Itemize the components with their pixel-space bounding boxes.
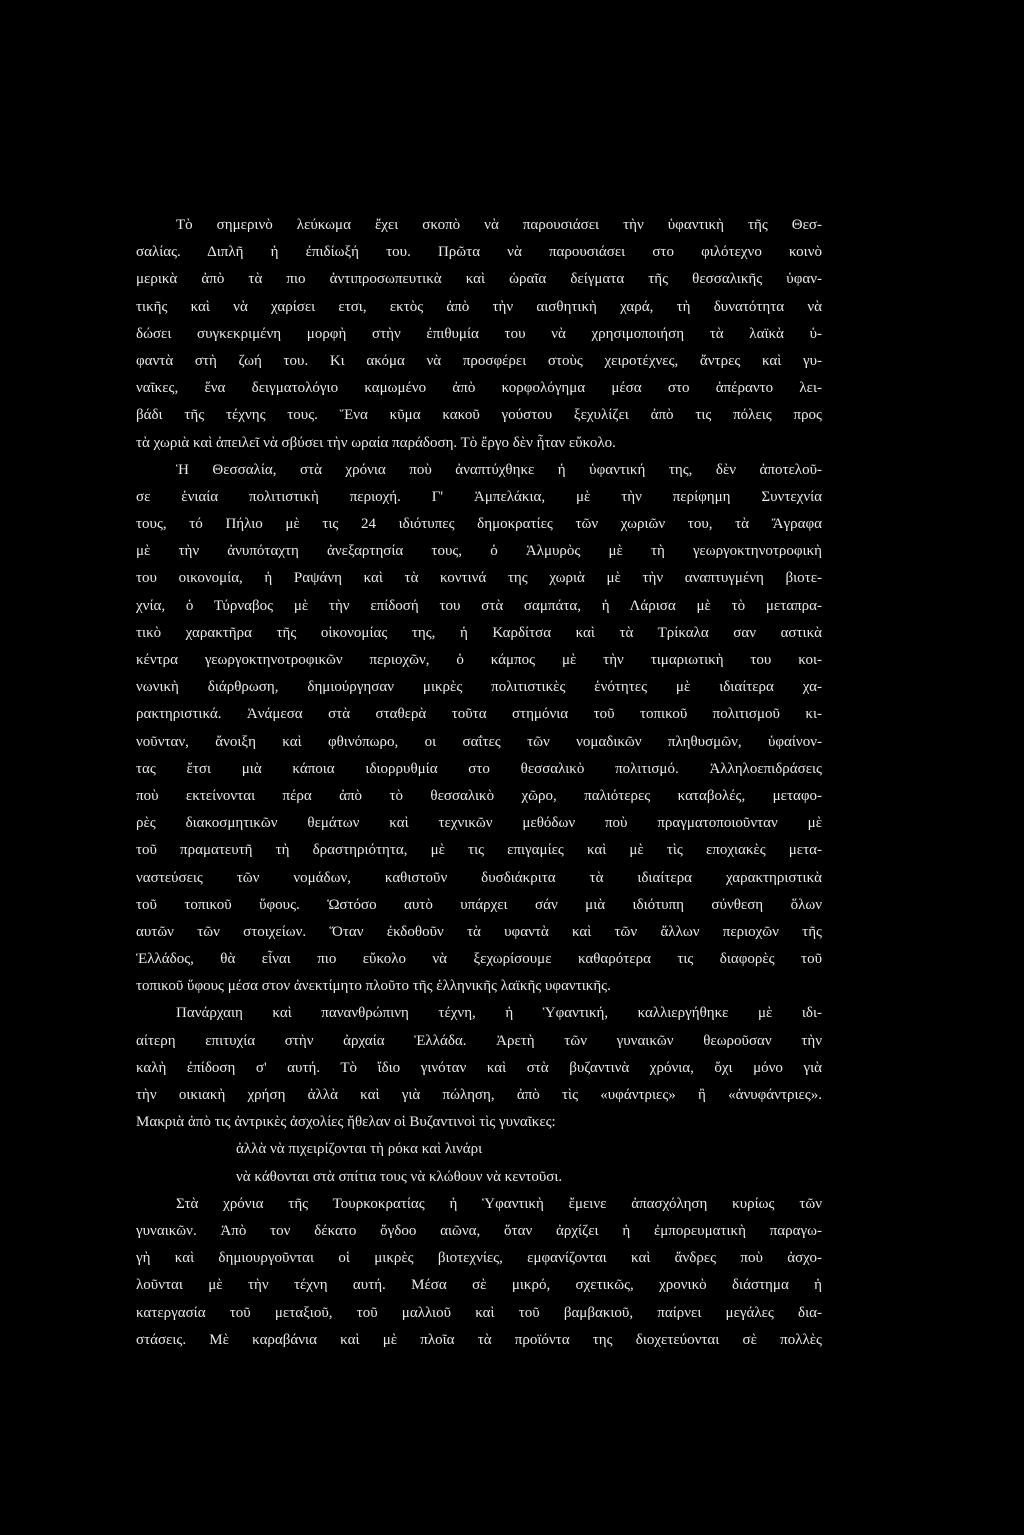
text-line: ρὲς διακοσμητικῶν θεμάτων καὶ τεχνικῶν μεθόδων ποὺ πραγματοποιοῦνταν μὲ <box>136 815 822 832</box>
text-line: ρακτηριστικά. Ἀνάμεσα στὰ σταθερὰ τοῦτα στημόνια τοῦ τοπικοῦ πολιτισμοῦ κι- <box>136 706 822 723</box>
text-line: μερικὰ ἀπὸ τὰ πιο ἀντιπροσωπευτικὰ καὶ ὡραῖα δείγματα τῆς θεσσαλικῆς ὑφαν- <box>136 271 822 288</box>
text-line: Μακριὰ ἀπὸ τις ἀντρικὲς ἀσχολίες ἤθελαν οἱ Βυζαντινοὶ τὶς γυναῖκες: <box>136 1114 556 1131</box>
text-line: τὰ χωριὰ καὶ ἀπειλεῖ νὰ σβύσει τὴν ωραία παράδοση. Τὸ ἔργο δὲν ἦταν εὔκολο. <box>136 434 616 451</box>
text-line: μὲ τὴν ἀνυπόταχτη ἀνεξαρτησία τους, ὁ Ἁλμυρὸς μὲ τὴ γεωργοκτηνοτροφικὴ <box>136 543 822 560</box>
text-line: τικὸ χαρακτῆρα τῆς οἰκονομίας της, ἡ Καρδίτσα καὶ τὰ Τρίκαλα σαν αστικὰ <box>136 624 822 641</box>
text-line: κέντρα γεωργοκτηνοτροφικῶν περιοχῶν, ὁ κάμπος μὲ τὴν τιμαριωτικὴ του κοι- <box>136 652 822 668</box>
text-line: τοῦ πραματευτῆ τὴ δραστηριότητα, μὲ τις επιγαμίες καὶ μὲ τὶς εποχιακὲς μετα- <box>136 842 822 859</box>
text-line: σε ἑνιαία πολιτιστικὴ περιοχή. Γ' Ἀμπελάκια, μὲ τὴν περίφημη Συντεχνία <box>136 488 822 505</box>
text-line: χνία, ὁ Τύρναβος μὲ τὴν επίδοσή του στὰ σαμπάτα, ἡ Λάρισα μὲ τὸ μεταπρα- <box>136 597 822 614</box>
text-line: γὴ καὶ δημιουργοῦνται οἱ μικρὲς βιοτεχνίες, εμφανίζονται καὶ ἄνδρες ποὺ ἀσχο- <box>136 1250 822 1267</box>
text-line: φαντὰ στὴ ζωή του. Κι ακόμα νὰ προσφέρει στοὺς χειροτέχνες, ἄντρες καὶ γυ- <box>136 352 822 369</box>
text-line: ποὺ εκτείνονται πέρα ἀπὸ τὸ θεσσαλικὸ χῶρο, παλιότερες καταβολές, μεταφο- <box>136 787 822 804</box>
text-line: Ἑλλάδος, θὰ εἶναι πιο εὔκολο νὰ ξεχωρίσουμε καθαρότερα τις διαφορὲς τοῦ <box>136 951 822 968</box>
text-line: ναῖκες, ἕνα δειγματολόγιο καμωμένο ἀπὸ κορφολόγημα μέσα στο ἀπέραντο λει- <box>136 380 822 397</box>
text-line: Στὰ χρόνια τῆς Τουρκοκρατίας ἡ Ὑφαντικὴ ἔμεινε ἀπασχόληση κυρίως τῶν <box>176 1195 822 1212</box>
text-line: νωνικὴ διάρθρωση, δημιούργησαν μικρὲς πολιτιστικὲς ἑνότητες μὲ ιδιαίτερα χα- <box>136 679 822 696</box>
text-line: τικῆς καὶ νὰ χαρίσει ετσι, εκτὸς ἀπὸ τὴν αισθητικὴ χαρά, τὴ δυνατότητα νὰ <box>136 298 822 315</box>
text-line: Τὸ σημερινὸ λεύκωμα ἔχει σκοπὸ νὰ παρουσιάσει τὴν ὑφαντικὴ τῆς Θεσ- <box>176 217 822 233</box>
text-line: τους, τό Πήλιο μὲ τις 24 ιδιότυπες δημοκρατίες τῶν χωριῶν του, τὰ Ἄγραφα <box>136 516 822 533</box>
text-line: τοπικοῦ ὕφους μέσα στον ἀνεκτίμητο πλοῦτο τῆς ἑλληνικῆς λαϊκῆς υφαντικῆς. <box>136 978 611 995</box>
text-line: ναστεύσεις τῶν νομάδων, καθιστοῦν δυσδιάκριτα τὰ ιδιαίτερα χαρακτηριστικὰ <box>136 869 822 886</box>
text-line: κατεργασία τοῦ μεταξιοῦ, τοῦ μαλλιοῦ καὶ τοῦ βαμβακιοῦ, παίρνει μεγάλες δια- <box>136 1304 822 1321</box>
text-line: δώσει συγκεκριμένη μορφὴ στὴν ἐπιθυμία του νὰ χρησιμοποιήση τὰ λαϊκὰ ὑ- <box>136 325 822 342</box>
text-line: τὴν οικιακὴ χρήση ἀλλὰ καὶ γιὰ πώληση, ἀπὸ τὶς «υφάντριες» ἢ «ἀνυφάντριες». <box>136 1087 822 1103</box>
text-line: νοῦνταν, ἄνοιξη καὶ φθινόπωρο, οι σαΐτες τῶν νομαδικῶν πληθυσμῶν, ὑφαίνον- <box>136 733 822 750</box>
text-line: του οικονομία, ἡ Ραψάνη καὶ τὰ κοντινά της χωριὰ μὲ τὴν αναπτυγμένη βιοτε- <box>136 570 822 587</box>
text-line: λοῦνται μὲ τὴν τέχνη αυτή. Μέσα σὲ μικρό, σχετικῶς, χρονικὸ διάστημα ἡ <box>136 1277 822 1294</box>
text-line: γυναικῶν. Ἀπὸ τον δέκατο ὄγδοο αιῶνα, ὅταν ἀρχίζει ἡ ἐμπορευματικὴ παραγω- <box>136 1222 822 1239</box>
verse-line: νὰ κάθονται στὰ σπίτια τους νὰ κλώθουν νὰ κεντοῦσι. <box>236 1168 563 1185</box>
text-line: βάδι τῆς τέχνης τους. Ἕνα κῦμα κακοῦ γούστου ξεχυλίζει ἀπὸ τις πόλεις προς <box>136 407 822 424</box>
text-line: Πανάρχαιη καὶ πανανθρώπινη τέχνη, ἡ Ὑφαντική, καλλιεργήθηκε μὲ ιδι- <box>176 1005 822 1022</box>
text-line: αυτῶν τῶν στοιχείων. Ὅταν ἐκδοθοῦν τὰ υφαντὰ καὶ τῶν ἄλλων περιοχῶν τῆς <box>136 923 822 940</box>
text-line: στάσεις. Μὲ καραβάνια καὶ μὲ πλοῖα τὰ προϊόντα της διοχετεύονται σὲ πολλὲς <box>136 1331 822 1348</box>
text-line: σαλίας. Διπλῆ ἡ ἐπιδίωξή του. Πρῶτα νὰ παρουσιάσει στο φιλότεχνο κοινὸ <box>136 244 822 261</box>
verse-line: ἀλλὰ νὰ πιχειρίζονται τὴ ρόκα καὶ λινάρι <box>236 1141 483 1158</box>
text-line: Ἡ Θεσσαλία, στὰ χρόνια ποὺ ἀναπτύχθηκε ἡ ὑφαντική της, δὲν ἀποτελοῦ- <box>176 461 822 478</box>
text-line: τοῦ τοπικοῦ ὕφους. Ὡστόσο αυτὸ υπάρχει σάν μιὰ ιδιότυπη σύνθεση ὅλων <box>136 896 822 913</box>
text-line: καλὴ ἐπίδοση σ' αυτή. Τὸ ἴδιο γινόταν καὶ στὰ βυζαντινὰ χρόνια, ὄχι μόνο γιὰ <box>136 1059 822 1076</box>
text-line: τας ἔτσι μιὰ κάποια ιδιορρυθμία στο θεσσαλικὸ πολιτισμό. Ἀλληλοεπιδράσεις <box>136 760 822 777</box>
body-text <box>136 212 822 1354</box>
text-line: αίτερη επιτυχία στὴν ἀρχαία Ἑλλάδα. Ἀρετὴ τῶν γυναικῶν θεωροῦσαν τὴν <box>136 1032 822 1049</box>
